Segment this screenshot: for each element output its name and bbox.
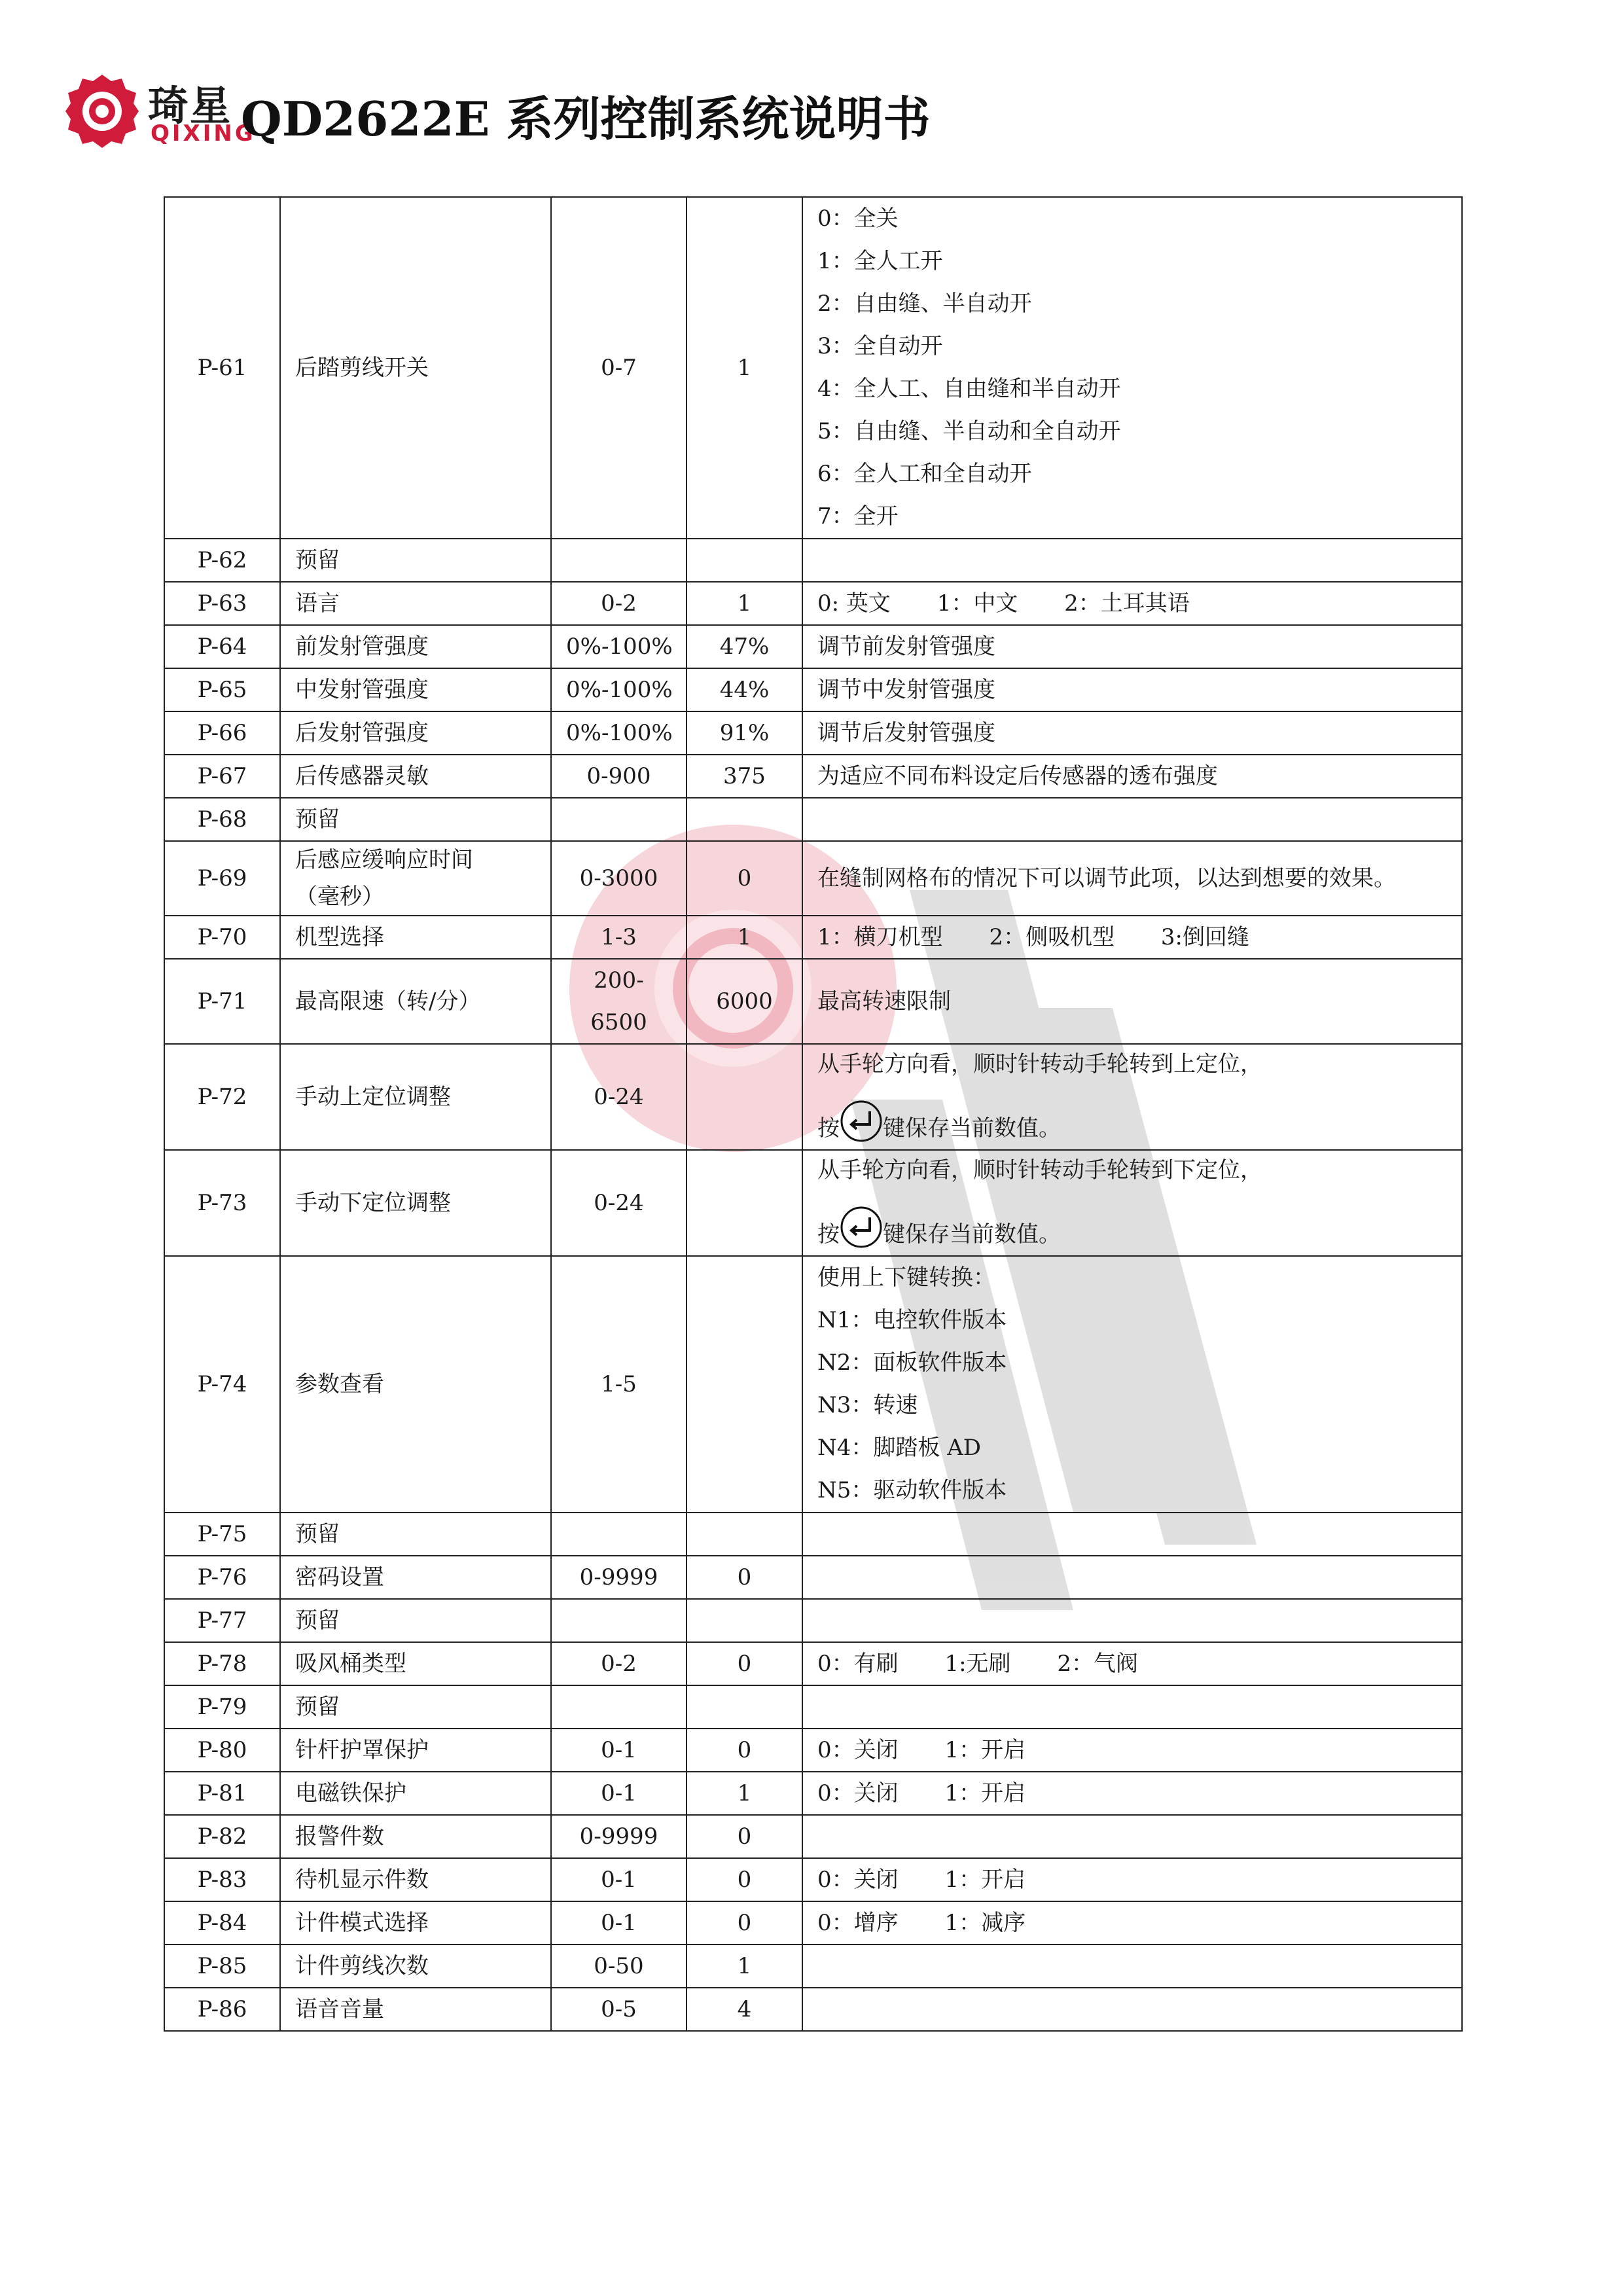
param-name: 吸风桶类型 (280, 1642, 551, 1685)
desc-option: 0：有刷 (817, 1651, 899, 1677)
param-code: P-79 (164, 1685, 280, 1729)
table-row (164, 1772, 1462, 1815)
param-name: 后传感器灵敏 (280, 755, 551, 798)
param-name: 后发射管强度 (280, 711, 551, 755)
param-code: P-78 (164, 1642, 280, 1685)
param-code: P-72 (164, 1044, 280, 1150)
param-range: 0-2 (551, 1642, 687, 1685)
param-description (802, 1988, 1462, 2031)
param-default: 0 (687, 1556, 802, 1599)
brand-name-en: QIXING (151, 120, 256, 147)
param-default (687, 539, 802, 582)
table-row (164, 625, 1462, 668)
param-code: P-69 (164, 841, 280, 916)
param-code: P-71 (164, 959, 280, 1044)
param-range: 0-24 (551, 1044, 687, 1150)
param-description (802, 582, 1462, 625)
brand-name-cn: 琦星 (148, 82, 232, 130)
param-description (802, 1858, 1462, 1901)
param-name: 电磁铁保护 (280, 1772, 551, 1815)
param-description (802, 1945, 1462, 1988)
desc-line: N3：转速 (817, 1392, 918, 1418)
param-description (802, 197, 1462, 539)
param-range: 0-1 (551, 1858, 687, 1901)
desc-text: 按 (817, 1115, 840, 1141)
desc-line: N5：驱动软件版本 (817, 1477, 1007, 1503)
table-row (164, 1901, 1462, 1945)
param-name-line: 后感应缓响应时间 (295, 847, 473, 873)
table-row (164, 916, 1462, 959)
param-default (687, 1150, 802, 1256)
param-description (802, 1513, 1462, 1556)
param-default: 47% (687, 625, 802, 668)
desc-line: N4：脚踏板 AD (817, 1435, 982, 1461)
param-description (802, 1150, 1462, 1256)
param-code: P-85 (164, 1945, 280, 1988)
desc-line: 2：自由缝、半自动开 (817, 291, 1032, 317)
desc-line: 4：全人工、自由缝和半自动开 (817, 376, 1121, 402)
desc-line: N2：面板软件版本 (817, 1350, 1007, 1376)
param-description: 为适应不同布料设定后传感器的透布强度 (802, 755, 1462, 798)
desc-line: 6：全人工和全自动开 (817, 461, 1032, 487)
param-range: 200-6500 (551, 959, 687, 1044)
param-description (802, 1729, 1462, 1772)
param-code: P-67 (164, 755, 280, 798)
table-row (164, 1513, 1462, 1556)
param-description (802, 1044, 1462, 1150)
param-name: 语音音量 (280, 1988, 551, 2031)
param-range: 0-50 (551, 1945, 687, 1988)
param-name: 手动上定位调整 (280, 1044, 551, 1150)
param-description (802, 916, 1462, 959)
param-name: 待机显示件数 (280, 1858, 551, 1901)
param-range (551, 1599, 687, 1642)
table-row (164, 798, 1462, 841)
param-default: 91% (687, 711, 802, 755)
param-default: 6000 (687, 959, 802, 1044)
param-default: 1 (687, 1945, 802, 1988)
table-row (164, 1044, 1462, 1150)
table-row (164, 959, 1462, 1044)
param-default (687, 798, 802, 841)
param-description: 在缝制网格布的情况下可以调节此项，以达到想要的效果。 (802, 841, 1462, 916)
param-range: 0-900 (551, 755, 687, 798)
param-description: 最高转速限制 (802, 959, 1462, 1044)
desc-text: 键保存当前数值。 (883, 1115, 1061, 1141)
table-row (164, 841, 1462, 916)
param-name: 后踏剪线开关 (280, 197, 551, 539)
param-default: 1 (687, 582, 802, 625)
param-code: P-74 (164, 1256, 280, 1513)
param-range: 1-5 (551, 1256, 687, 1513)
param-default: 1 (687, 916, 802, 959)
param-code: P-64 (164, 625, 280, 668)
param-default (687, 1256, 802, 1513)
param-range: 0%-100% (551, 711, 687, 755)
desc-option: 1：开启 (944, 1780, 1026, 1806)
desc-option: 3:倒回缝 (1160, 924, 1249, 950)
table-row (164, 1858, 1462, 1901)
param-range: 0-24 (551, 1150, 687, 1256)
table-row (164, 539, 1462, 582)
desc-option: 1:无刷 (944, 1651, 1011, 1677)
desc-option: 0：关闭 (817, 1780, 899, 1806)
param-description (802, 1901, 1462, 1945)
param-code: P-68 (164, 798, 280, 841)
param-name: 针杆护罩保护 (280, 1729, 551, 1772)
param-default: 0 (687, 1858, 802, 1901)
desc-option: 1：横刀机型 (817, 924, 943, 950)
param-description (802, 1642, 1462, 1685)
param-name: 预留 (280, 1599, 551, 1642)
param-name: 最高限速（转/分） (280, 959, 551, 1044)
param-code: P-70 (164, 916, 280, 959)
param-range: 0-9999 (551, 1556, 687, 1599)
table-row (164, 1685, 1462, 1729)
param-default: 4 (687, 1988, 802, 2031)
table-row (164, 1815, 1462, 1858)
param-description (802, 1256, 1462, 1513)
param-description (802, 539, 1462, 582)
param-default: 0 (687, 1815, 802, 1858)
desc-line: N1：电控软件版本 (817, 1307, 1007, 1333)
desc-option: 0: 英文 (817, 590, 891, 617)
desc-text: 按 (817, 1221, 840, 1247)
desc-option: 0：增序 (817, 1910, 899, 1936)
param-name: 预留 (280, 1513, 551, 1556)
table-row (164, 1729, 1462, 1772)
param-code: P-80 (164, 1729, 280, 1772)
param-name: 参数查看 (280, 1256, 551, 1513)
param-name: 报警件数 (280, 1815, 551, 1858)
param-range: 0-1 (551, 1772, 687, 1815)
param-range: 0%-100% (551, 625, 687, 668)
table-row (164, 1150, 1462, 1256)
param-name: 机型选择 (280, 916, 551, 959)
param-description: 调节前发射管强度 (802, 625, 1462, 668)
desc-line (817, 1084, 1447, 1149)
param-default: 0 (687, 1729, 802, 1772)
param-description: 调节中发射管强度 (802, 668, 1462, 711)
desc-option: 1：开启 (944, 1867, 1026, 1893)
desc-option: 2：气阀 (1057, 1651, 1138, 1677)
param-range: 0-7 (551, 197, 687, 539)
param-name: 计件模式选择 (280, 1901, 551, 1945)
param-range: 0%-100% (551, 668, 687, 711)
param-code: P-77 (164, 1599, 280, 1642)
table-row (164, 1599, 1462, 1642)
param-name: 中发射管强度 (280, 668, 551, 711)
param-name (280, 841, 551, 916)
param-default: 44% (687, 668, 802, 711)
param-name: 语言 (280, 582, 551, 625)
table-row (164, 755, 1462, 798)
desc-line: 5：自由缝、半自动和全自动开 (817, 418, 1121, 444)
document-header (63, 65, 1503, 157)
param-range: 0-5 (551, 1988, 687, 2031)
param-code: P-75 (164, 1513, 280, 1556)
param-code: P-83 (164, 1858, 280, 1901)
table-row (164, 1642, 1462, 1685)
param-description: 调节后发射管强度 (802, 711, 1462, 755)
param-default (687, 1599, 802, 1642)
param-code: P-63 (164, 582, 280, 625)
param-default: 375 (687, 755, 802, 798)
param-range (551, 1685, 687, 1729)
param-default (687, 1685, 802, 1729)
param-name: 前发射管强度 (280, 625, 551, 668)
desc-line (817, 1190, 1447, 1255)
param-range: 0-1 (551, 1729, 687, 1772)
param-name-line: （毫秒） (295, 884, 384, 910)
param-name: 密码设置 (280, 1556, 551, 1599)
param-code: P-82 (164, 1815, 280, 1858)
param-code: P-65 (164, 668, 280, 711)
param-range (551, 539, 687, 582)
table-row (164, 1945, 1462, 1988)
table-row (164, 711, 1462, 755)
desc-line: 7：全开 (817, 503, 899, 529)
param-code: P-61 (164, 197, 280, 539)
desc-line: 0：全关 (817, 206, 899, 232)
table-row (164, 197, 1462, 539)
desc-line: 从手轮方向看，顺时针转动手轮转到下定位， (817, 1157, 1262, 1183)
param-range: 0-3000 (551, 841, 687, 916)
desc-option: 2：土耳其语 (1064, 590, 1190, 617)
param-code: P-62 (164, 539, 280, 582)
param-range: 0-1 (551, 1901, 687, 1945)
param-default (687, 1044, 802, 1150)
param-default: 1 (687, 1772, 802, 1815)
param-code: P-81 (164, 1772, 280, 1815)
desc-option: 2：侧吸机型 (989, 924, 1115, 950)
desc-option: 0：关闭 (817, 1867, 899, 1893)
desc-text: 键保存当前数值。 (883, 1221, 1061, 1247)
table-row (164, 668, 1462, 711)
enter-key-icon (840, 1206, 883, 1249)
param-range (551, 1513, 687, 1556)
desc-line: 1：全人工开 (817, 248, 943, 274)
param-name: 预留 (280, 798, 551, 841)
desc-option: 0：关闭 (817, 1737, 899, 1763)
param-code: P-76 (164, 1556, 280, 1599)
parameter-table (164, 196, 1463, 2032)
param-default: 0 (687, 841, 802, 916)
desc-option: 1：中文 (936, 590, 1018, 617)
enter-key-icon (840, 1100, 883, 1143)
table-row (164, 1988, 1462, 2031)
table-row (164, 582, 1462, 625)
table-row (164, 1556, 1462, 1599)
param-range: 1-3 (551, 916, 687, 959)
param-code: P-73 (164, 1150, 280, 1256)
param-default (687, 1513, 802, 1556)
param-name: 预留 (280, 539, 551, 582)
param-description (802, 1599, 1462, 1642)
desc-line: 3：全自动开 (817, 333, 943, 359)
param-name: 预留 (280, 1685, 551, 1729)
table-row (164, 1256, 1462, 1513)
qixing-logo-icon (63, 72, 141, 151)
param-description (802, 1556, 1462, 1599)
desc-line: 从手轮方向看，顺时针转动手轮转到上定位， (817, 1051, 1262, 1077)
param-range: 0-2 (551, 582, 687, 625)
param-description (802, 1685, 1462, 1729)
param-name: 计件剪线次数 (280, 1945, 551, 1988)
document-title: QD2622E 系列控制系统说明书 (241, 91, 931, 147)
param-default: 0 (687, 1642, 802, 1685)
param-default: 0 (687, 1901, 802, 1945)
desc-line: 使用上下键转换： (817, 1265, 995, 1291)
desc-option: 1：减序 (944, 1910, 1026, 1936)
param-description (802, 1772, 1462, 1815)
param-range (551, 798, 687, 841)
param-default: 1 (687, 197, 802, 539)
param-code: P-86 (164, 1988, 280, 2031)
param-range: 0-9999 (551, 1815, 687, 1858)
param-code: P-84 (164, 1901, 280, 1945)
param-description (802, 1815, 1462, 1858)
param-name: 手动下定位调整 (280, 1150, 551, 1256)
desc-option: 1：开启 (944, 1737, 1026, 1763)
param-description (802, 798, 1462, 841)
param-code: P-66 (164, 711, 280, 755)
